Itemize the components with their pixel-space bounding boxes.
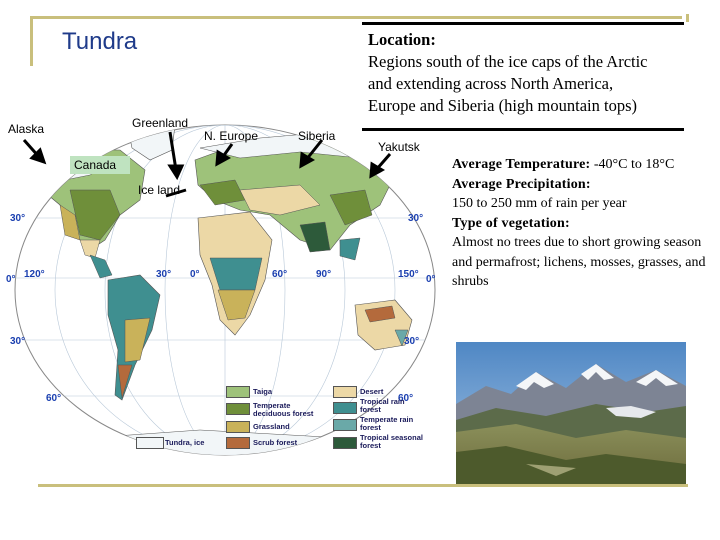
lon-label: 120° xyxy=(24,269,45,280)
lat-label: 60° xyxy=(398,393,414,404)
slide-title: Tundra xyxy=(62,28,138,55)
lon-label: 60° xyxy=(272,269,288,280)
slide-frame-bottom xyxy=(38,484,688,487)
legend-label: Temperate rain forest xyxy=(360,415,414,432)
legend-swatch-tundra xyxy=(136,437,164,449)
vegetation-label: Type of vegetation: xyxy=(452,215,570,231)
location-heading: Location: xyxy=(368,30,436,49)
lon-label: 150° xyxy=(398,269,419,280)
legend-label: Grassland xyxy=(253,422,290,431)
label-canada: Canada xyxy=(74,158,117,172)
lat-label: 30° xyxy=(10,213,26,224)
label-iceland: Ice land xyxy=(138,183,181,197)
legend-label: Taiga xyxy=(253,387,273,396)
tundra-landscape-photo xyxy=(456,342,686,484)
climate-stats xyxy=(452,155,714,292)
legend-label: Tropical rain forest xyxy=(360,397,405,414)
lon-label: 30° xyxy=(156,269,172,280)
legend-label: Desert xyxy=(360,387,384,396)
legend-label: Tundra, ice xyxy=(165,438,205,447)
label-alaska: Alaska xyxy=(8,122,45,136)
location-line: Regions south of the ice caps of the Arctic xyxy=(368,52,648,71)
legend-label: Temperate deciduous forest xyxy=(253,401,314,418)
lat-label: 0° xyxy=(426,274,436,285)
legend-swatch-deciduous xyxy=(226,403,250,415)
legend-swatch-desert xyxy=(333,386,357,398)
precipitation-label: Average Precipitation: xyxy=(452,176,591,192)
lat-label: 30° xyxy=(404,336,420,347)
temperature-label: Average Temperature: xyxy=(452,157,591,172)
vegetation-value: Almost no trees due to short growing season and permafrost; lichens, mosses, grasses, and shrubs xyxy=(452,235,706,289)
legend-swatch-tropical-seasonal xyxy=(333,437,357,449)
label-greenland: Greenland xyxy=(132,116,189,130)
lon-label: 90° xyxy=(316,269,332,280)
label-siberia: Siberia xyxy=(298,129,336,143)
legend-swatch-tropical-rain xyxy=(333,402,357,414)
slide-frame-tick xyxy=(686,14,689,22)
legend-swatch-grassland xyxy=(226,421,250,433)
temperature-value: -40°C to 18°C xyxy=(590,157,675,172)
location-line: and extending across North America, xyxy=(368,74,614,93)
label-yakutsk: Yakutsk xyxy=(378,140,420,154)
lat-label: 60° xyxy=(46,393,62,404)
location-line: Europe and Siberia (high mountain tops) xyxy=(368,96,637,115)
legend-swatch-taiga xyxy=(226,386,250,398)
legend-label: Tropical seasonal forest xyxy=(360,433,423,450)
lat-label: 30° xyxy=(10,336,26,347)
lat-label: 30° xyxy=(408,213,424,224)
precipitation-value: 150 to 250 mm of rain per year xyxy=(452,196,627,211)
legend-label: Scrub forest xyxy=(253,438,298,447)
lon-label: 0° xyxy=(190,269,200,280)
legend-swatch-temperate-rain xyxy=(333,419,357,431)
label-n-europe: N. Europe xyxy=(204,129,259,143)
legend-swatch-scrub xyxy=(226,437,250,449)
lat-label: 0° xyxy=(6,274,16,285)
